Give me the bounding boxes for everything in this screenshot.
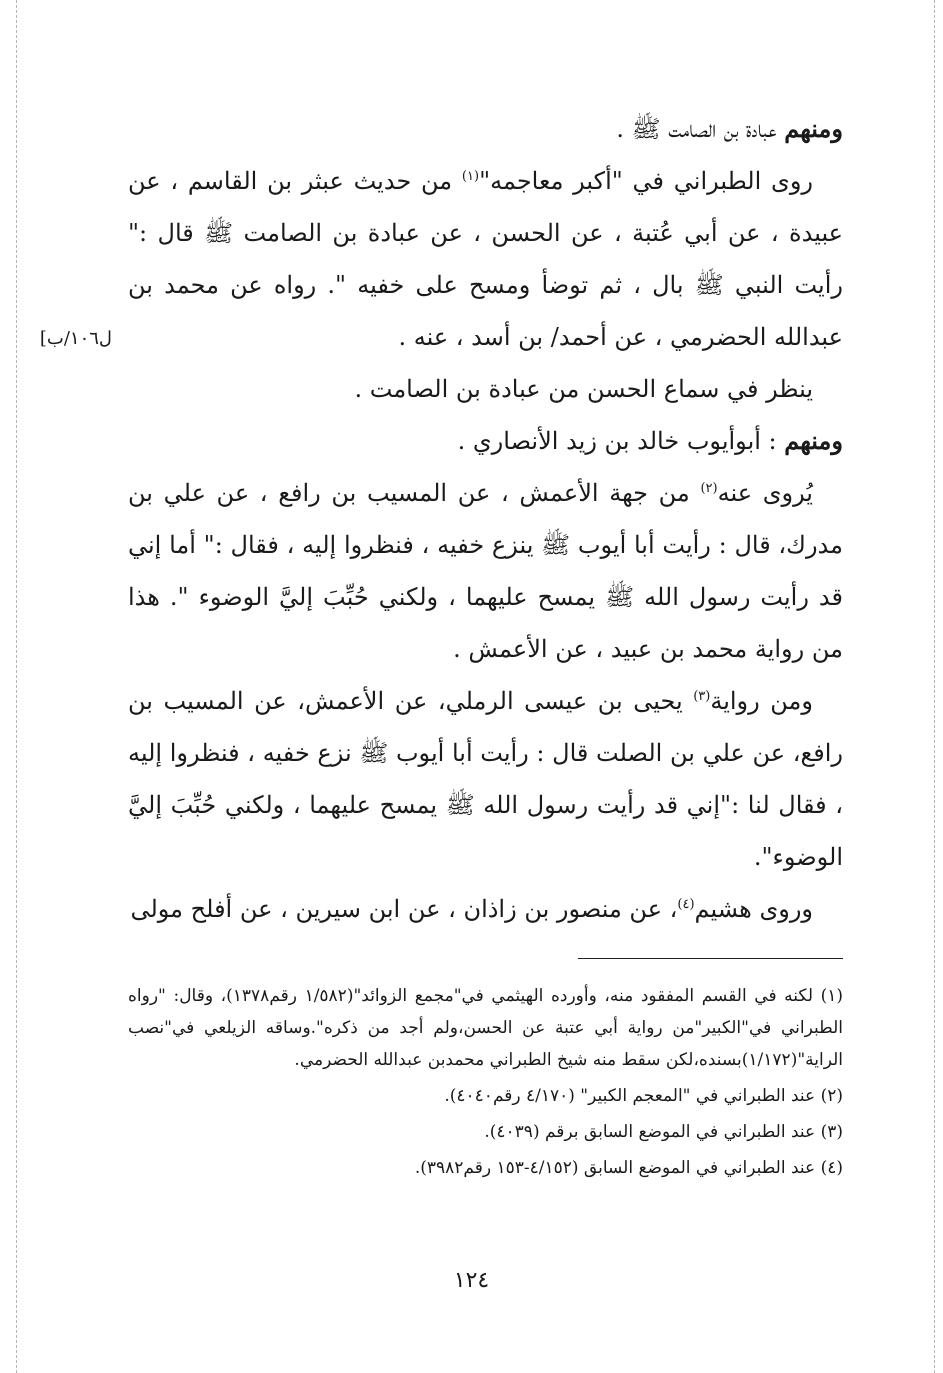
manuscript-folio-note: ل١٠٦/ب] xyxy=(39,328,112,349)
paragraph: روى الطبراني في "أكبر معاجمه"$^{(١)}$ من حديث عبثر بن القاسم ، عن عبيدة ، عن أبي عُتبة ، عن الحسن ، عن عبادة بن الصامت ﷺ قال :" رأيت النبي ﷺ بال ، ثم توضأ ومسح على خفيه ". رواه عن محمد بن عبدالله الحضرمي ، عن أحمد/ بن أسد ، عنه . xyxy=(128,167,844,351)
footnotes xyxy=(128,980,843,1188)
scan-edge-left xyxy=(16,0,17,1373)
paragraph: ومن رواية$^{(٣)}$ يحيى بن عيسى الرملي، عن الأعمش، عن المسيب بن رافع، عن علي بن الصلت قال : رأيت أبا أيوب ﷺ نزع خفيه ، فنظروا إليه ، فقال لنا :"إني قد رأيت رسول الله ﷺ يمسح عليهما ، ولكني حُبِّبَ إليَّ الوضوء". xyxy=(128,687,843,871)
bold-lead: ومنهم xyxy=(784,426,843,455)
footnote-separator xyxy=(578,958,843,959)
footnote: (٣) عند الطبراني في الموضع السابق برقم (٤٠٣٩). xyxy=(484,1122,843,1142)
footnote-ref[interactable]: (٤) xyxy=(677,897,695,912)
footnote: (١) لكنه في القسم المفقود منه، وأورده الهيثمي في"مجمع الزوائد"(١/٥٨٢ رقم١٣٧٨)، وقال: "رواه الطبراني في"الكبير"من رواية أبي عتبة عن الحسن،ولم أجد من ذكره".وساقه الزيلعي في"نصب الراية"(١/١٧٢)بسنده،لكن سقط منه شيخ الطبراني محمدبن عبدالله الحضرمي. xyxy=(128,986,844,1070)
scan-edge-right xyxy=(934,0,935,1373)
paragraph: ومنهم : أبوأيوب خالد بن زيد الأنصاري . xyxy=(457,426,843,455)
paragraph: وروى هشيم$^{(٤)}$، عن منصور بن زاذان ، عن ابن سيرين ، عن أفلح مولى xyxy=(130,895,813,923)
footnote-ref[interactable]: (١) xyxy=(461,169,480,184)
footnote: (٢) عند الطبراني في "المعجم الكبير" (٤/١٧٠ رقم٤٠٤٠). xyxy=(444,1086,843,1106)
bold-lead: ومنهم xyxy=(784,114,843,143)
paragraph: ومنهم عبادة بن الصامت ﷺ . xyxy=(616,114,843,143)
footnote: (٤) عند الطبراني في الموضع السابق (٤/١٥٢-١٥٣ رقم٣٩٨٢). xyxy=(414,1158,843,1178)
footnote-ref[interactable]: (٣) xyxy=(693,689,711,704)
paragraph: يُروى عنه$^{(٢)}$ من جهة الأعمش ، عن المسيب بن رافع ، عن علي بن مدرك، قال : رأيت أبا أيوب ﷺ ينزع خفيه ، فنظروا إليه ، فقال :" أما إني قد رأيت رسول الله ﷺ يمسح عليهما ، ولكني حُبِّبَ إليَّ الوضوء ". هذا من رواية محمد بن عبيد ، عن الأعمش . xyxy=(128,479,843,663)
page-number: ١٢٤ xyxy=(453,1268,490,1293)
footnote-ref[interactable]: (٢) xyxy=(700,481,718,496)
paragraph: ينظر في سماع الحسن من عبادة بن الصامت . xyxy=(354,375,813,403)
main-text xyxy=(128,103,843,935)
